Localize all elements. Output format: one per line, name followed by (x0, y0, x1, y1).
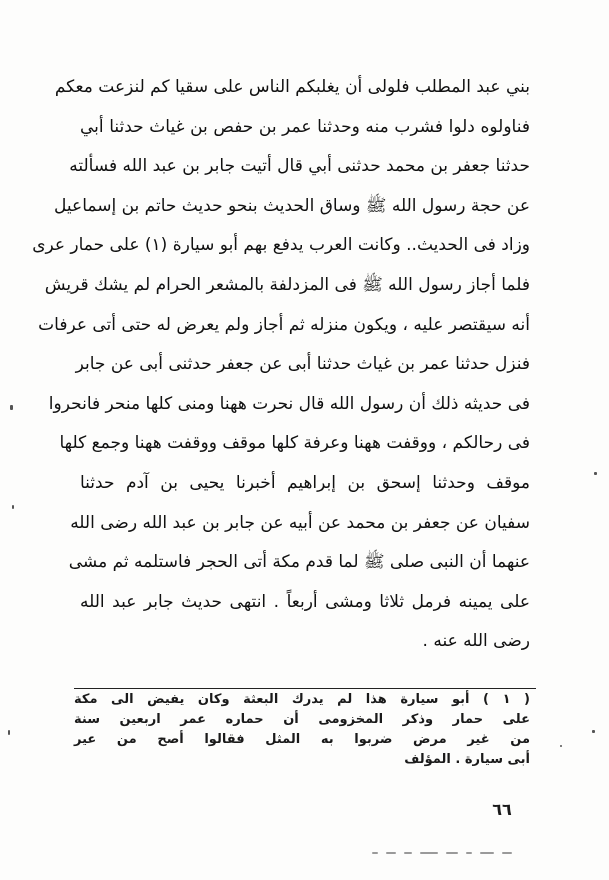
scan-speck (592, 730, 595, 733)
footnote-block (74, 690, 530, 770)
text-line: بني عبد المطلب فلولى أن يغلبكم الناس على سقيا كم لنزعت معكم (54, 77, 530, 97)
text-line: على يمينه فرمل ثلاثا ومشى أربعاً . انتهى حديث جابر عبد الله (80, 591, 530, 612)
text-line: فلما أجاز رسول الله ﷺ فى المزدلفة بالمشعر الحرام لم يشك قريش (44, 274, 530, 295)
footnote-line: ( ١ ) أبو سيارة هذا لم يدرك البعثة وكان يفيض الى مكة (74, 692, 530, 707)
text-line: وزاد فى الحديث.. وكانت العرب يدفع بهم أبو سيارة (١) على حمار عرى (32, 235, 530, 256)
text-line: عنهما أن النبى صلى ﷺ لما قدم مكة أتى الحجر فاستلمه ثم مشى (68, 552, 530, 573)
text-line: فنزل حدثنا عمر بن غياث حدثنا أبى عن جعفر حدثنى أبى عن جابر (75, 354, 530, 375)
scan-speck (12, 505, 14, 509)
text-line: فى رحالكم ، ووقفت ههنا وعرفة كلها موقف ووقفت ههنا وجمع كلها (59, 433, 530, 454)
scan-speck (594, 472, 597, 475)
scan-speck (8, 730, 10, 735)
text-line: عن حجة رسول الله ﷺ وساق الحديث بنحو حديث حاتم بن إسماعيل (54, 195, 530, 216)
text-line: حدثنا جعفر بن محمد حدثنى أبي قال أتيت جابر بن عبد الله فسألته (69, 156, 530, 177)
footnote-line: على حمار وذكر المخزومى أن حماره عمر اربعين سنة (74, 712, 530, 727)
text-line: رضى الله عنه . (422, 631, 530, 652)
page-number: ٦٦ (492, 800, 512, 819)
footnote-divider (74, 688, 536, 689)
text-line: موقف وحدثنا إسحق بن إبراهيم أخبرنا يحيى بن آدم حدثنا (80, 472, 530, 493)
text-line: سفيان عن جعفر بن محمد عن أبيه عن جابر بن عبد الله رضى الله (70, 512, 530, 533)
text-line: فناولوه دلوا فشرب منه وحدثنا عمر بن حفص بن غياث حدثنا أبي (80, 116, 530, 137)
text-line: أنه سيقتصر عليه ، ويكون منزله ثم أجاز ولم يعرض له حتى أتى عرفات (38, 314, 530, 335)
footnote-line: من غير مرض ضربوا به المثل فقالوا أصح من عير (74, 732, 530, 747)
scan-speck (10, 405, 13, 410)
text-line: فى حديثه ذلك أن رسول الله قال نحرت ههنا ومنى كلها منحر فانحروا (48, 393, 530, 414)
footnote-line: أبى سيارة . المؤلف (404, 752, 530, 767)
main-text-block (32, 68, 530, 662)
scan-speck (560, 745, 562, 747)
scan-noise (372, 848, 522, 860)
